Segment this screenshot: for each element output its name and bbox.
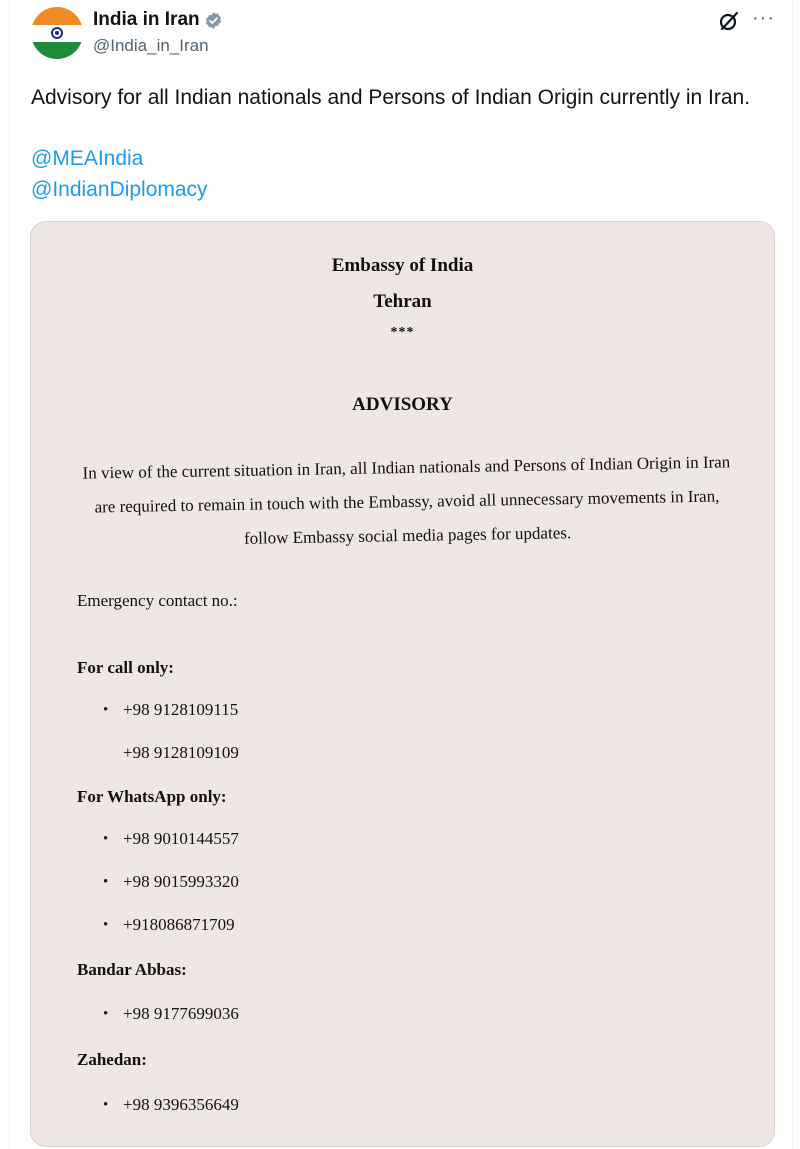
separator-stars: *** bbox=[390, 325, 415, 340]
bullet-icon: • bbox=[103, 701, 109, 718]
bullet-icon: • bbox=[103, 1096, 109, 1113]
whatsapp-number-item bbox=[103, 915, 235, 935]
tweet-text: Advisory for all Indian nationals and Persons of Indian Origin currently in Iran. bbox=[31, 86, 751, 109]
display-name-text[interactable]: India in Iran bbox=[93, 9, 200, 30]
advisory-body: In view of the current situation in Iran, all Indian nationals and Persons of Indian Origin in Iran are required to remain in touch with the Embassy, avoid all unnecessary movements in Iran, follow Embassy social media pages for updates. bbox=[82, 452, 731, 548]
phone-number: +918086871709 bbox=[123, 915, 235, 934]
bandar-number-item bbox=[103, 1004, 239, 1024]
phone-number: +98 9128109115 bbox=[123, 700, 239, 719]
whatsapp-number-item bbox=[103, 872, 239, 892]
frame-divider-left bbox=[9, 0, 10, 1149]
bullet-icon: • bbox=[103, 873, 109, 890]
bullet-icon: • bbox=[103, 1005, 109, 1022]
call-only-label: For call only: bbox=[77, 658, 174, 677]
bullet-icon: • bbox=[103, 916, 109, 933]
phone-number: +98 9128109109 bbox=[123, 743, 239, 762]
call-number-item bbox=[103, 743, 239, 763]
bandar-abbas-label: Bandar Abbas: bbox=[77, 960, 187, 979]
flag-green-stripe bbox=[31, 42, 83, 59]
emergency-contact-label: Emergency contact no.: bbox=[77, 591, 238, 610]
whatsapp-number-item bbox=[103, 829, 239, 849]
advisory-image-card[interactable] bbox=[30, 221, 775, 1147]
whatsapp-only-label: For WhatsApp only: bbox=[77, 787, 227, 806]
call-number-item bbox=[103, 700, 238, 720]
phone-number: +98 9015993320 bbox=[123, 872, 239, 891]
verified-badge-icon[interactable] bbox=[204, 11, 223, 30]
frame-divider-right bbox=[792, 0, 793, 1149]
avatar[interactable] bbox=[31, 7, 83, 59]
phone-number: +98 9177699036 bbox=[123, 1004, 239, 1023]
ashoka-chakra-icon bbox=[51, 27, 63, 39]
embassy-title: Embassy of India bbox=[331, 255, 474, 276]
embassy-city: Tehran bbox=[373, 291, 432, 312]
phone-number: +98 9396356649 bbox=[123, 1095, 239, 1114]
zahedan-label: Zahedan: bbox=[77, 1050, 147, 1069]
mention-link-indiandiplomacy[interactable]: @IndianDiplomacy bbox=[31, 178, 208, 201]
phone-number: +98 9010144557 bbox=[123, 829, 239, 848]
flag-saffron-stripe bbox=[31, 7, 83, 25]
more-options-icon[interactable]: ··· bbox=[752, 7, 775, 29]
account-handle[interactable]: @India_in_Iran bbox=[93, 36, 209, 55]
mention-link-meaindia[interactable]: @MEAIndia bbox=[31, 147, 144, 170]
zahedan-number-item bbox=[103, 1095, 239, 1115]
display-name[interactable] bbox=[93, 9, 223, 31]
grok-icon[interactable] bbox=[718, 10, 740, 32]
advisory-heading: ADVISORY bbox=[352, 394, 453, 415]
bullet-icon: • bbox=[103, 830, 109, 847]
